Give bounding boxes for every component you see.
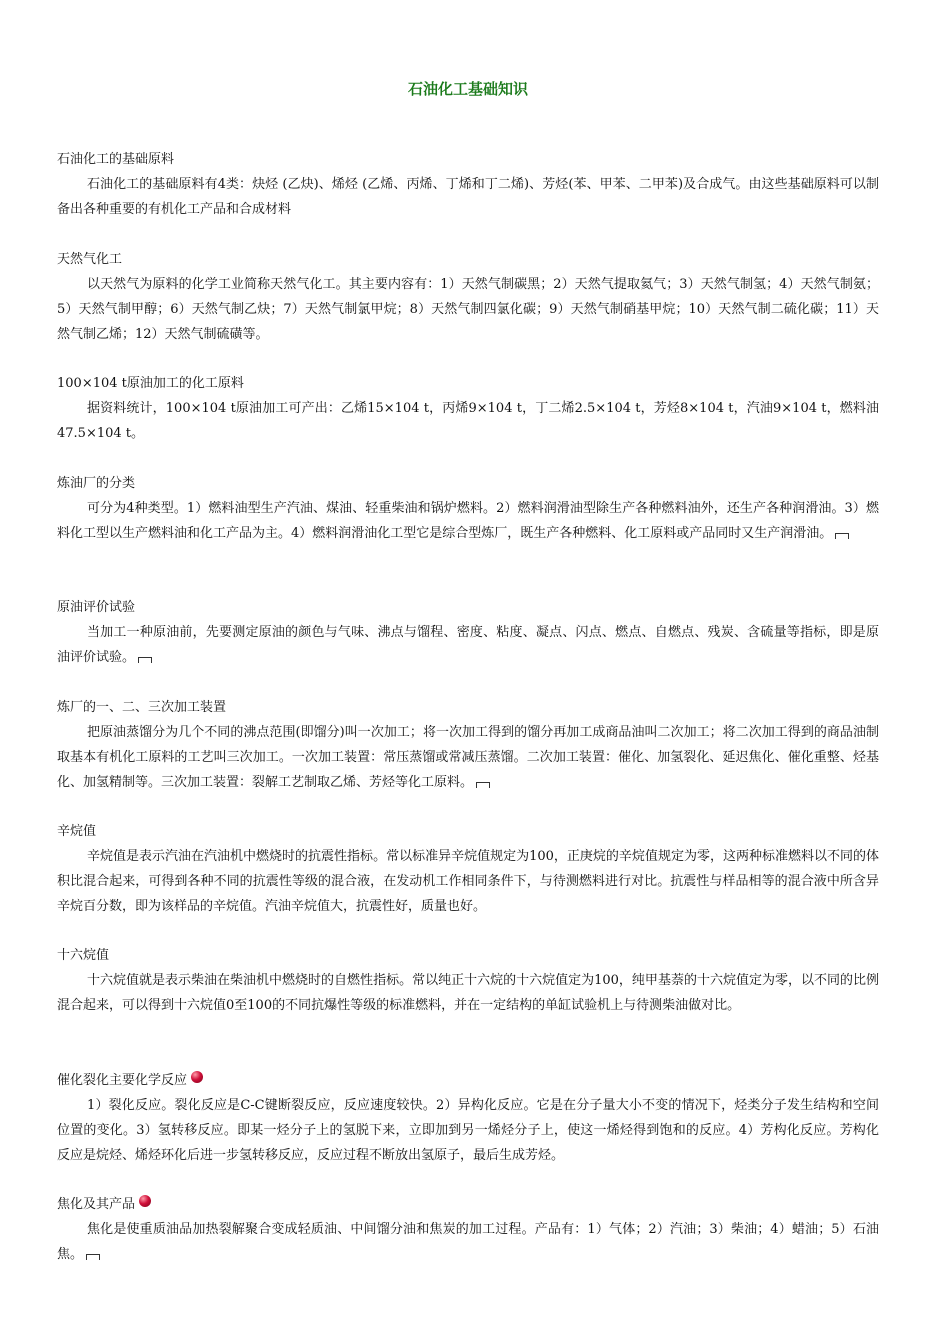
section-processing-units xyxy=(57,695,879,795)
section-body: 1）裂化反应。裂化反应是C-C键断裂反应，反应速度较快。2）异构化反应。它是在分子量大小不变的情况下，烃类分子发生结构和空间位置的变化。3）氢转移反应。即某一烃分子上的氢脱下来，立即加到另一烯烃分子上，使这一烯烃得到饱和的反应。4）芳构化反应。芳构化反应是烷烃、烯烃环化后进一步氢转移反应，反应过程不断放出氢原子，最后生成芳烃。 xyxy=(57,1098,879,1163)
section-body: 把原油蒸馏分为几个不同的沸点范围(即馏分)叫一次加工；将一次加工得到的馏分再加工成商品油叫二次加工；将二次加工得到的商品油制取基本有机化工原料的工艺叫三次加工。一次加工装置：常压蒸馏或常减压蒸馏。二次加工装置：催化、加氢裂化、延迟焦化、催化重整、烃基化、加氢精制等。三次加工装置：裂解工艺制取乙烯、芳烃等化工原料。 xyxy=(57,725,879,790)
section-body: 十六烷值就是表示柴油在柴油机中燃烧时的自燃性指标。常以纯正十六烷的十六烷值定为100，纯甲基萘的十六烷值定为零，以不同的比例混合起来，可以得到十六烷值0至100的不同抗爆性等级的标准燃料，并在一定结构的单缸试验机上与待测柴油做对比。 xyxy=(57,973,879,1013)
red-bullet-icon xyxy=(139,1195,151,1207)
section-heading: 催化裂化主要化学反应 xyxy=(57,1073,188,1088)
section-heading: 100×104 t原油加工的化工原料 xyxy=(57,376,244,391)
return-mark-icon xyxy=(138,657,152,663)
section-heading: 原油评价试验 xyxy=(57,600,136,615)
section-natural-gas-chemical xyxy=(57,247,879,347)
section-heading-row xyxy=(57,1192,879,1217)
section-body: 石油化工的基础原料有4类：炔烃 (乙炔)、烯烃 (乙烯、丙烯、丁烯和丁二烯)、芳烃(苯、甲苯、二甲苯)及合成气。由这些基础原料可以制备出各种重要的有机化工产品和合成材料 xyxy=(57,177,879,217)
section-crude-evaluation xyxy=(57,595,879,670)
section-body: 辛烷值是表示汽油在汽油机中燃烧时的抗震性指标。常以标准异辛烷值规定为100，正庚烷的辛烷值规定为零，这两种标准燃料以不同的体积比混合起来，可得到各种不同的抗震性等级的混合液，在发动机工作相同条件下，与待测燃料进行对比。抗震性与样品相等的混合液中所含异辛烷百分数，即为该样品的辛烷值。汽油辛烷值大，抗震性好，质量也好。 xyxy=(57,849,879,914)
return-mark-icon xyxy=(86,1254,100,1260)
section-heading: 天然气化工 xyxy=(57,252,123,267)
section-coking-products xyxy=(57,1192,879,1267)
section-body: 当加工一种原油前，先要测定原油的颜色与气味、沸点与馏程、密度、粘度、凝点、闪点、燃点、自燃点、残炭、含硫量等指标，即是原油评价试验。 xyxy=(57,625,879,665)
section-heading: 炼厂的一、二、三次加工装置 xyxy=(57,700,227,715)
section-heading: 炼油厂的分类 xyxy=(57,476,136,491)
section-crude-processing-feedstock xyxy=(57,371,879,446)
section-catalytic-cracking-reactions xyxy=(57,1068,879,1168)
section-heading: 十六烷值 xyxy=(57,948,110,963)
return-mark-icon xyxy=(476,782,490,788)
section-octane-number xyxy=(57,819,879,919)
section-body: 据资料统计，100×104 t原油加工可产出：乙烯15×104 t，丙烯9×104 t，丁二烯2.5×104 t，芳烃8×104 t，汽油9×104 t，燃料油47.5×104 t。 xyxy=(57,401,879,441)
section-body: 可分为4种类型。1）燃料油型生产汽油、煤油、轻重柴油和锅炉燃料。2）燃料润滑油型除生产各种燃料油外，还生产各种润滑油。3）燃料化工型以生产燃料油和化工产品为主。4）燃料润滑油化工型它是综合型炼厂，既生产各种燃料、化工原料或产品同时又生产润滑油。 xyxy=(57,501,879,541)
red-bullet-icon xyxy=(191,1071,203,1083)
section-heading: 焦化及其产品 xyxy=(57,1197,136,1212)
section-heading: 石油化工的基础原料 xyxy=(57,152,175,167)
section-body: 以天然气为原料的化学工业简称天然气化工。其主要内容有：1）天然气制碳黑；2）天然气提取氦气；3）天然气制氢；4）天然气制氨；5）天然气制甲醇；6）天然气制乙炔；7）天然气制氯甲烷；8）天然气制四氯化碳；9）天然气制硝基甲烷；10）天然气制二硫化碳；11）天然气制乙烯；12）天然气制硫磺等。 xyxy=(57,277,879,342)
document-title: 石油化工基础知识 xyxy=(407,80,528,98)
return-mark-icon xyxy=(835,533,849,539)
section-heading: 辛烷值 xyxy=(57,824,97,839)
section-body: 焦化是使重质油品加热裂解聚合变成轻质油、中间馏分油和焦炭的加工过程。产品有：1）气体；2）汽油；3）柴油；4）蜡油；5）石油焦。 xyxy=(57,1222,879,1262)
section-cetane-number xyxy=(57,943,879,1018)
section-basic-raw-materials xyxy=(57,147,879,222)
section-refinery-classification xyxy=(57,471,879,546)
section-heading-row xyxy=(57,1068,879,1093)
